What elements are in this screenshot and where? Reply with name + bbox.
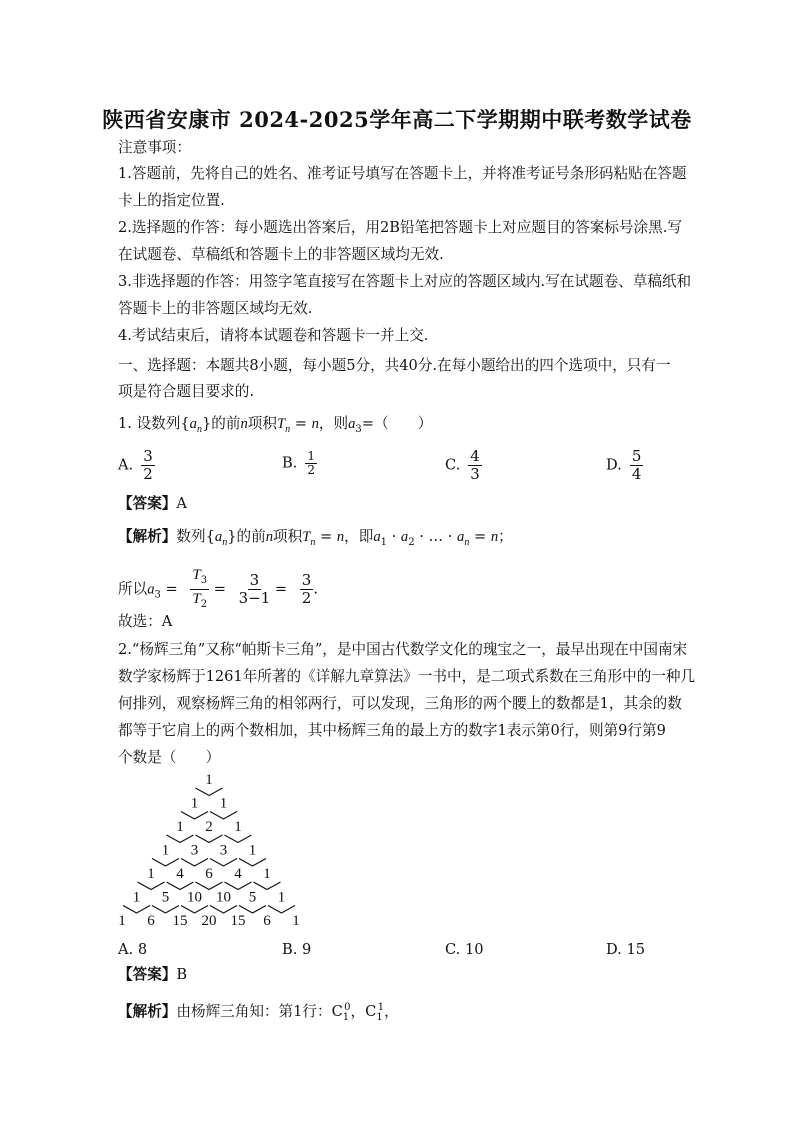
- question-2: 何排列，观察杨辉三角的相邻两行，可以发现，三角形的两个腰上的数都是1，其余的数: [118, 695, 682, 712]
- q2-option-d: D. 15: [606, 941, 646, 958]
- notice-line: 卡上的指定位置.: [118, 192, 225, 209]
- triangle-number: 5: [248, 889, 257, 906]
- q1-choice: 故选：A: [118, 613, 173, 630]
- triangle-number: 1: [277, 889, 286, 906]
- triangle-connector: [181, 859, 208, 867]
- triangle-connector: [225, 835, 252, 843]
- triangle-connector: [210, 906, 237, 914]
- section-heading-cont: 项是符合题目要求的.: [118, 383, 254, 400]
- triangle-connector: [167, 882, 194, 890]
- triangle-connector: [254, 882, 281, 890]
- triangle-connector: [138, 882, 165, 890]
- triangle-number: 6: [263, 913, 271, 929]
- triangle-number: 1: [219, 795, 228, 812]
- q1-solution: 所以$a_3$ = $\frac{T_3}{T_2}$ = $\frac{3}{3-1}$ = $\frac{3}{2}$ .: [118, 567, 318, 610]
- q1-analysis: 【解析】数列$\{a_n\}$的前n项积$T_n = n$，即$a_1 \cdot a_2$ · … · $a_n = n$；: [118, 528, 513, 548]
- triangle-number: 1: [205, 772, 213, 788]
- q1-option-b: B. $\frac{1}{2}$: [282, 449, 316, 477]
- triangle-number: 1: [161, 842, 170, 859]
- triangle-number: 2: [205, 819, 213, 835]
- q2-analysis: 【解析】由杨辉三角知：第1行：$C_1^0$，$C_1^1$，: [118, 1002, 399, 1023]
- triangle-number: 6: [205, 866, 213, 882]
- question-2: 2.“杨辉三角”又称“帕斯卡三角”，是中国古代数学文化的瑰宝之一，最早出现在中国南宋: [118, 641, 688, 658]
- notice-line: 2.选择题的作答：每小题选出答案后，用2B铅笔把答题卡上对应题目的答案标号涂黑.写: [118, 219, 682, 236]
- triangle-connector: [239, 859, 266, 867]
- triangle-connector: [196, 835, 223, 843]
- q2-option-a: A. 8: [118, 941, 148, 958]
- question-1: 1. 设数列$\{a_n\}$的前n项积$T_n = n$，则$a_3=$（ ）: [118, 415, 433, 435]
- triangle-number: 4: [176, 866, 184, 882]
- q1-option-d: D. $\frac{5}{4}$: [606, 447, 642, 483]
- q2-option-b: B. 9: [282, 941, 312, 958]
- triangle-number: 4: [234, 866, 242, 882]
- triangle-connector: [239, 906, 266, 914]
- triangle-number: 1: [118, 913, 126, 929]
- question-2: 个数是（ ）: [118, 749, 221, 766]
- notice-line: 4.考试结束后，请将本试题卷和答题卡一并上交.: [118, 327, 429, 344]
- triangle-connector: [210, 812, 237, 820]
- question-2: 数学家杨辉于1261年所著的《详解九章算法》一书中，是二项式系数在三角形中的一种几: [118, 668, 696, 685]
- q2-answer: 【答案】B: [118, 966, 188, 983]
- triangle-number: 1: [132, 889, 141, 906]
- triangle-number: 1: [292, 913, 300, 929]
- triangle-number: 1: [248, 842, 257, 859]
- page-title: 陕西省安康市 2024-2025学年高二下学期期中联考数学试卷: [102, 107, 692, 132]
- triangle-number: 6: [147, 913, 155, 929]
- q1-option-a: A. $\frac{3}{2}$: [118, 447, 153, 483]
- q2-option-c: C. 10: [445, 941, 484, 958]
- triangle-connector: [181, 906, 208, 914]
- triangle-connector: [152, 906, 179, 914]
- triangle-connector: [268, 906, 295, 914]
- notice-line: 答题卡上的非答题区域均无效.: [118, 300, 313, 317]
- triangle-number: 10: [216, 889, 231, 906]
- q1-answer: 【答案】A: [118, 495, 187, 512]
- triangle-connector: [210, 859, 237, 867]
- triangle-number: 3: [190, 842, 199, 859]
- triangle-connector: [181, 812, 208, 820]
- triangle-connector: [196, 882, 223, 890]
- triangle-number: 20: [201, 913, 217, 929]
- triangle-connector: [123, 906, 150, 914]
- triangle-number: 1: [190, 795, 199, 812]
- notice-heading: 注意事项：: [118, 139, 191, 156]
- triangle-connector: [152, 859, 179, 867]
- triangle-number: 15: [230, 913, 246, 929]
- notice-line: 1.答题前，先将自己的姓名、准考证号填写在答题卡上，并将准考证号条形码粘贴在答题: [118, 165, 687, 182]
- triangle-number: 10: [187, 889, 202, 906]
- triangle-number: 1: [147, 866, 155, 882]
- section-heading: 一、选择题：本题共8小题，每小题5分，共40分.在每小题给出的四个选项中，只有一: [118, 357, 671, 374]
- q1-option-c: C. $\frac{4}{3}$: [445, 447, 480, 483]
- triangle-number: 1: [234, 819, 242, 835]
- triangle-number: 1: [263, 866, 271, 882]
- triangle-connector: [196, 788, 223, 796]
- triangle-connector: [225, 882, 252, 890]
- triangle-number: 3: [219, 842, 228, 859]
- notice-line: 在试题卷、草稿纸和答题卡上的非答题区域均无效.: [118, 246, 444, 263]
- notice-line: 3.非选择题的作答：用签字笔直接写在答题卡上对应的答题区域内.写在试题卷、草稿纸和: [118, 273, 692, 290]
- triangle-connector: [167, 835, 194, 843]
- question-2: 都等于它肩上的两个数相加，其中杨辉三角的最上方的数字1表示第0行，则第9行第9: [118, 722, 666, 739]
- triangle-number: 5: [161, 889, 170, 906]
- triangle-number: 15: [172, 913, 188, 929]
- triangle-number: 1: [176, 819, 184, 835]
- pascal-triangle: [110, 770, 320, 938]
